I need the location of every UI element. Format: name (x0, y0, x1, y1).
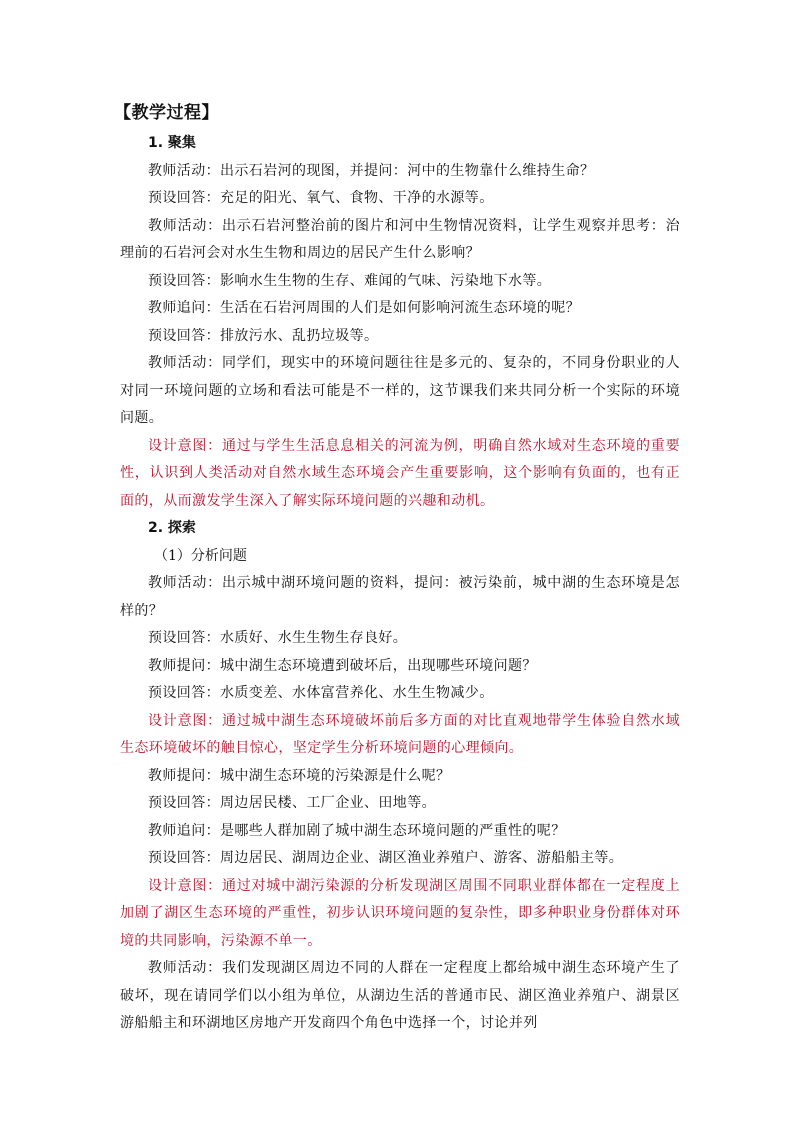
paragraph: 预设回答：周边居民、湖周边企业、湖区渔业养殖户、游客、游船船主等。 (148, 850, 624, 866)
paragraph: 预设回答：水质好、水生生物生存良好。 (148, 630, 408, 646)
paragraph: 预设回答：排放污水、乱扔垃圾等。 (148, 327, 379, 344)
section-heading: 【教学过程】 (114, 103, 219, 123)
section-1-title: 1. 聚集 (148, 135, 196, 151)
paragraph: 教师提问：城中湖生态环境遭到破坏后，出现哪些环境问题？ (148, 657, 537, 674)
paragraph: 预设回答：充足的阳光、氧气、食物、干净的水源等。 (148, 190, 494, 206)
paragraph: 教师活动：出示石岩河的现图，并提问：河中的生物靠什么维持生命？ (148, 162, 595, 179)
paragraph: 教师提问：城中湖生态环境的污染源是什么呢？ (148, 767, 451, 784)
paragraph: 教师追问：是哪些人群加剧了城中湖生态环境问题的严重性的呢？ (148, 822, 566, 839)
document-content (114, 100, 680, 1038)
design-intent-paragraph: 设计意图：通过城中湖生态环境破坏前后多方面的对比直观地带学生体验自然水域生态环境破坏的触目惊心，坚定学生分析环境问题的心理倾向。 (120, 712, 680, 756)
paragraph: 教师活动：出示石岩河整治前的图片和河中生物情况资料，让学生观察并思考：治理前的石岩河会对水生生物和周边的居民产生什么影响？ (120, 217, 680, 261)
design-intent-paragraph: 设计意图：通过与学生生活息息相关的河流为例，明确自然水域对生态环境的重要性，认识到人类活动对自然水域生态环境会产生重要影响，这个影响有负面的，也有正面的，从而激发学生深入了解实际环境问题的兴趣和动机。 (120, 437, 680, 509)
paragraph: 预设回答：水质变差、水体富营养化、水生生物减少。 (148, 685, 494, 701)
paragraph: 预设回答：影响水生生物的生存、难闻的气味、污染地下水等。 (148, 272, 552, 289)
paragraph: 教师追问：生活在石岩河周围的人们是如何影响河流生态环境的呢？ (148, 300, 580, 316)
paragraph: 教师活动：出示城中湖环境问题的资料，提问：被污染前，城中湖的生态环境是怎样的？ (120, 575, 680, 619)
paragraph: 教师活动：同学们，现实中的环境问题往往是多元的、复杂的，不同身份职业的人对同一环境问题的立场和看法可能是不一样的，这节课我们来共同分析一个实际的环境问题。 (120, 355, 680, 426)
design-intent-paragraph: 设计意图：通过对城中湖污染源的分析发现湖区周围不同职业群体都在一定程度上加剧了湖区生态环境的严重性，初步认识环境问题的复杂性，即多种职业身份群体对环境的共同影响，污染源不单一。 (120, 877, 680, 949)
subsection-title: （1）分析问题 (154, 547, 247, 564)
paragraph: 教师活动：我们发现湖区周边不同的人群在一定程度上都给城中湖生态环境产生了破坏，现在请同学们以小组为单位，从湖边生活的普通市民、湖区渔业养殖户、湖景区游船船主和环湖地区房地产开发商四个角色中选择一个，讨论并列 (120, 960, 680, 1031)
section-2-title: 2. 探索 (148, 520, 196, 536)
paragraph: 预设回答：周边居民楼、工厂企业、田地等。 (148, 795, 436, 811)
